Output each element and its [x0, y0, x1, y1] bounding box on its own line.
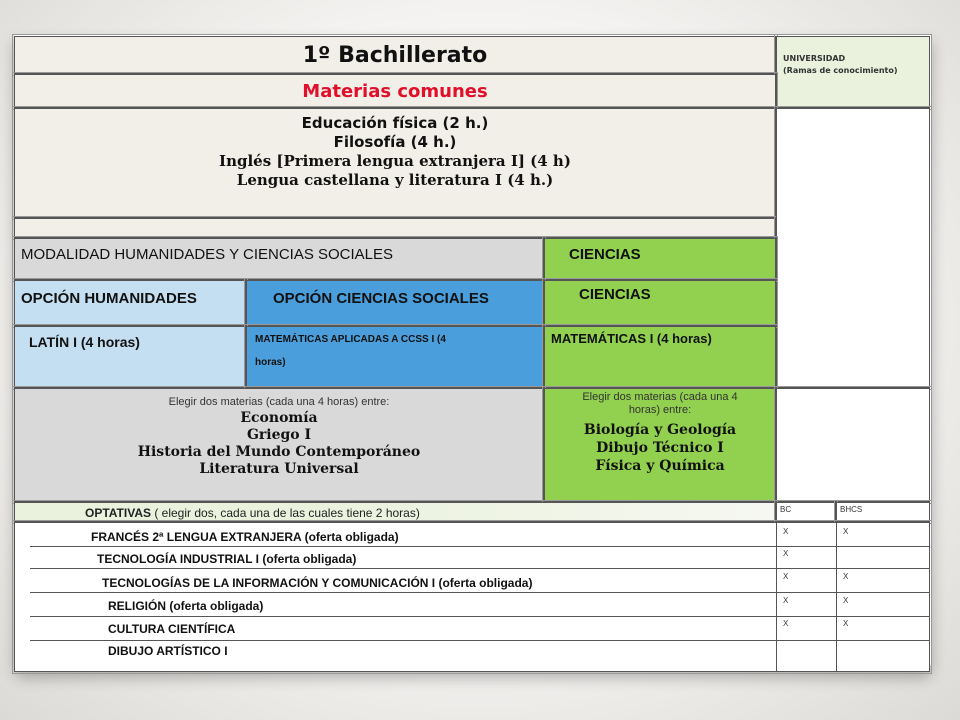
col-bhcs-label: BHCS: [840, 505, 863, 514]
modalidad-ciencias-label: CIENCIAS: [569, 246, 641, 263]
optativa-row-label: DIBUJO ARTÍSTICO I: [108, 644, 228, 658]
elegir-hcs-intro: Elegir dos materias (cada una 4 horas) entre:: [168, 396, 390, 408]
elegir-ciencias-intro-cont: horas) entre:: [628, 404, 692, 416]
comunes-item: Lengua castellana y literatura I (4 h.): [236, 171, 554, 189]
col-bc-label: BC: [780, 505, 792, 514]
comunes-spacer-cell: [14, 218, 776, 238]
opcion-ciencias-label: CIENCIAS: [579, 286, 651, 303]
opcion-humanidades-label: OPCIÓN HUMANIDADES: [21, 290, 197, 307]
elegir-hcs-cell: [14, 388, 544, 502]
optativa-bc-mark: X: [783, 619, 789, 628]
elegir-ciencias-item: Física y Química: [595, 458, 725, 474]
optativas-header-cell: [14, 502, 776, 522]
opcion-ciencias-cell: [544, 280, 776, 326]
optativas-header-bold: OPTATIVAS: [85, 506, 151, 520]
optativa-row-label: CULTURA CIENTÍFICA: [108, 622, 236, 636]
elegir-ciencias-cell: [544, 388, 776, 502]
mat-ccss-cell: [246, 326, 544, 388]
elegir-hcs-item: Literatura Universal: [199, 461, 359, 477]
optativa-row-label: TECNOLOGÍAS DE LA INFORMACIÓN Y COMUNICACIÓN I (oferta obligada): [102, 576, 533, 590]
optativa-row-label: FRANCÉS 2ª LENGUA EXTRANJERA (oferta obligada): [91, 530, 399, 544]
optativa-row-label: TECNOLOGÍA INDUSTRIAL I (oferta obligada): [97, 552, 357, 566]
optativa-bhcs-mark: X: [843, 527, 849, 536]
optativa-bhcs-mark: X: [843, 572, 849, 581]
elegir-ciencias-intro: Elegir dos materias (cada una 4: [582, 391, 738, 403]
modalidad-hcs-label: MODALIDAD HUMANIDADES Y CIENCIAS SOCIALES: [21, 246, 394, 263]
optativa-bc-mark: X: [783, 572, 789, 581]
page-title: 1º Bachillerato: [302, 42, 488, 68]
universidad-label: UNIVERSIDAD: [783, 54, 846, 63]
mat-ccss-label: MATEMÁTICAS APLICADAS A CCSS I (4: [255, 334, 446, 345]
universidad-sublabel: (Ramas de conocimiento): [783, 66, 898, 75]
latin-label: LATÍN I (4 horas): [29, 334, 140, 350]
optativa-bc-mark: X: [783, 549, 789, 558]
elegir-hcs-item: Historia del Mundo Contemporáneo: [137, 444, 421, 460]
comunes-header: Materias comunes: [302, 80, 488, 102]
title-cell: [14, 36, 776, 74]
elegir-hcs-item: Griego I: [246, 427, 312, 443]
mat-ciencias-cell: [544, 326, 776, 388]
comunes-item: Inglés [Primera lengua extranjera I] (4 h): [219, 152, 571, 170]
optativa-bhcs-mark: X: [843, 596, 849, 605]
optativa-bc-mark: X: [783, 527, 789, 536]
modalidad-ciencias-cell: [544, 238, 776, 280]
col-bc-cell: [776, 502, 836, 522]
opcion-humanidades-cell: [14, 280, 246, 326]
comunes-item: Educación física (2 h.): [301, 114, 489, 132]
universidad-cell: [776, 36, 930, 108]
universidad-body-cell-2: [776, 388, 930, 502]
elegir-ciencias-item: Biología y Geología: [583, 422, 737, 438]
optativas-header-rest: ( elegir dos, cada una de las cuales tiene 2 horas): [151, 506, 420, 520]
modalidad-hcs-cell: [14, 238, 544, 280]
universidad-body-cell: [776, 108, 930, 388]
mat-ciencias-label: MATEMÁTICAS I (4 horas): [551, 331, 712, 346]
optativa-row-label: RELIGIÓN (oferta obligada): [108, 599, 264, 613]
latin-cell: [14, 326, 246, 388]
comunes-header-cell: [14, 74, 776, 108]
elegir-ciencias-item: Dibujo Técnico I: [596, 440, 724, 456]
optativa-bhcs-mark: X: [843, 619, 849, 628]
elegir-hcs-item: Economía: [240, 410, 318, 426]
col-bhcs-cell: [836, 502, 930, 522]
mat-ccss-label-cont: horas): [255, 357, 286, 368]
opcion-ccss-cell: [246, 280, 544, 326]
comunes-item: Filosofía (4 h.): [333, 133, 457, 151]
optativa-bc-mark: X: [783, 596, 789, 605]
comunes-list-cell: [14, 108, 776, 218]
opcion-ccss-label: OPCIÓN CIENCIAS SOCIALES: [273, 290, 489, 307]
